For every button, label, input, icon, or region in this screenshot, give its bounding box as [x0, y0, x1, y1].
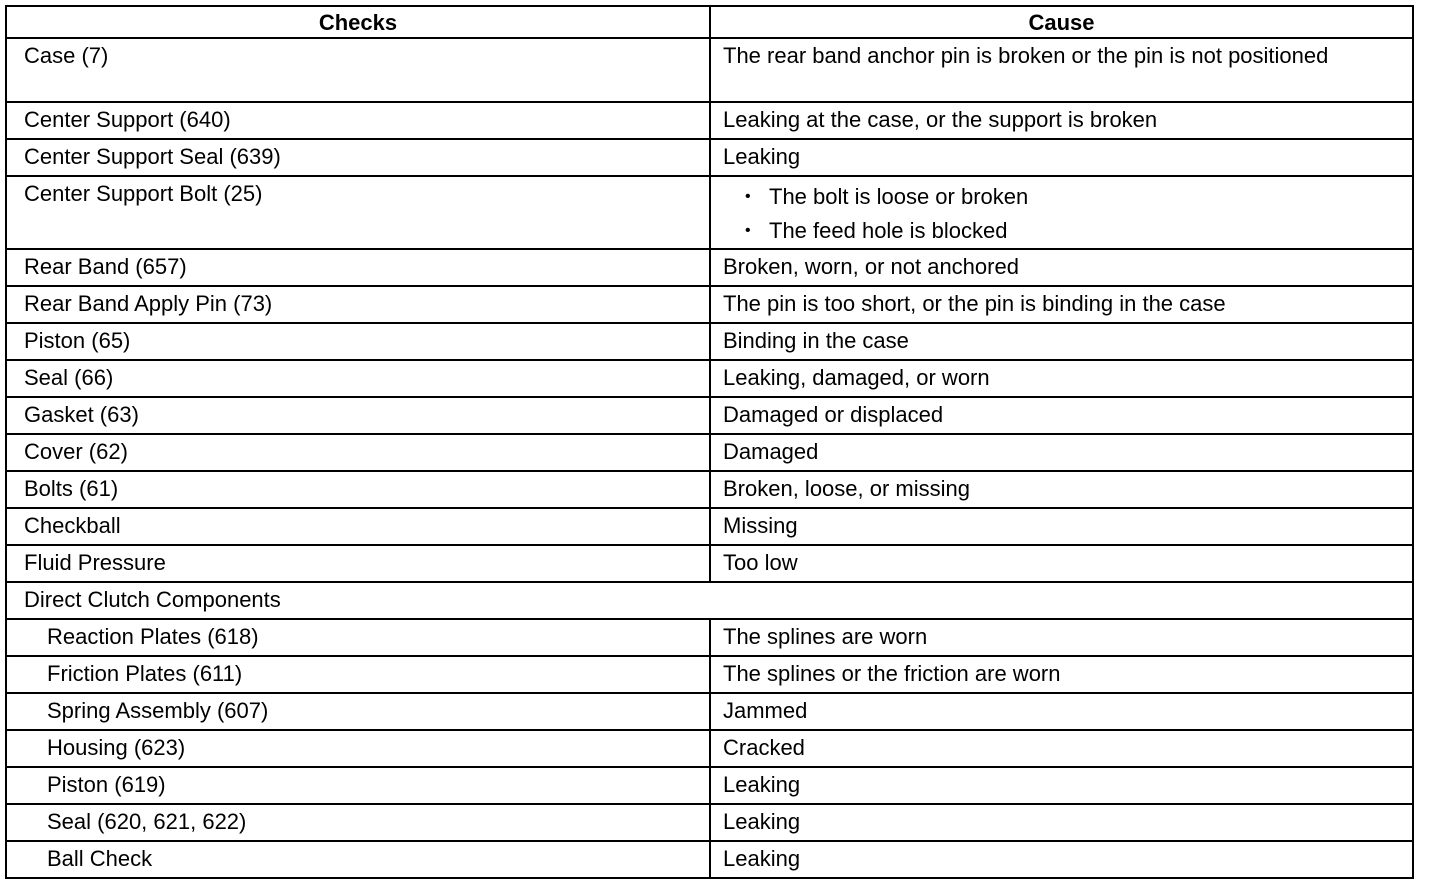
- table-row: [6, 176, 1413, 249]
- cause-cell: The pin is too short, or the pin is binding in the case: [710, 286, 1413, 323]
- table-row: [6, 397, 1413, 434]
- cause-cell: Damaged: [710, 434, 1413, 471]
- group-header-row: [6, 582, 1413, 619]
- cause-cell: Jammed: [710, 693, 1413, 730]
- check-cell: Piston (619): [6, 767, 710, 804]
- check-cell: Rear Band Apply Pin (73): [6, 286, 710, 323]
- table-row: [6, 619, 1413, 656]
- bullet-icon: •: [745, 222, 751, 239]
- table-row: [6, 841, 1413, 878]
- table-row: [6, 102, 1413, 139]
- check-cell: Friction Plates (611): [6, 656, 710, 693]
- table-header-row: [6, 6, 1413, 38]
- table-row: [6, 38, 1413, 102]
- cause-bullet-item: [745, 180, 1412, 214]
- table-row: [6, 730, 1413, 767]
- table-row: [6, 139, 1413, 176]
- cause-cell: Leaking: [710, 841, 1413, 878]
- cause-cell: Broken, loose, or missing: [710, 471, 1413, 508]
- cause-column-header: Cause: [710, 6, 1413, 38]
- cause-cell: Binding in the case: [710, 323, 1413, 360]
- check-cell: Fluid Pressure: [6, 545, 710, 582]
- checks-cause-table: [5, 5, 1414, 879]
- check-cell: Rear Band (657): [6, 249, 710, 286]
- check-cell: Reaction Plates (618): [6, 619, 710, 656]
- cause-cell: Cracked: [710, 730, 1413, 767]
- check-cell: Spring Assembly (607): [6, 693, 710, 730]
- check-cell: Gasket (63): [6, 397, 710, 434]
- check-cell: Cover (62): [6, 434, 710, 471]
- table-row: [6, 434, 1413, 471]
- cause-bullet-text: The feed hole is blocked: [769, 218, 1008, 243]
- table-row: [6, 767, 1413, 804]
- table-row: [6, 656, 1413, 693]
- check-cell: Case (7): [6, 38, 710, 102]
- check-cell: Center Support (640): [6, 102, 710, 139]
- check-cell: Ball Check: [6, 841, 710, 878]
- check-cell: Checkball: [6, 508, 710, 545]
- table-row: [6, 508, 1413, 545]
- cause-bullet-item: [745, 214, 1412, 248]
- cause-cell: Leaking at the case, or the support is broken: [710, 102, 1413, 139]
- cause-cell: Leaking: [710, 804, 1413, 841]
- cause-cell: Leaking: [710, 767, 1413, 804]
- table-row: [6, 693, 1413, 730]
- cause-cell: Too low: [710, 545, 1413, 582]
- bullet-icon: •: [745, 188, 751, 205]
- cause-cell: [710, 176, 1413, 249]
- cause-cell: Leaking, damaged, or worn: [710, 360, 1413, 397]
- check-cell: Center Support Seal (639): [6, 139, 710, 176]
- cause-cell: Damaged or displaced: [710, 397, 1413, 434]
- check-cell: Bolts (61): [6, 471, 710, 508]
- table-row: [6, 360, 1413, 397]
- table-row: [6, 323, 1413, 360]
- cause-cell: Leaking: [710, 139, 1413, 176]
- cause-bullet-list: [723, 180, 1412, 248]
- table-row: [6, 471, 1413, 508]
- table-row: [6, 804, 1413, 841]
- cause-cell: The rear band anchor pin is broken or the pin is not positioned: [710, 38, 1413, 102]
- check-cell: Seal (66): [6, 360, 710, 397]
- table-row: [6, 286, 1413, 323]
- check-cell: Piston (65): [6, 323, 710, 360]
- check-cell: Center Support Bolt (25): [6, 176, 710, 249]
- check-cell: Seal (620, 621, 622): [6, 804, 710, 841]
- checks-column-header: Checks: [6, 6, 710, 38]
- group-title-cell: Direct Clutch Components: [6, 582, 1413, 619]
- check-cell: Housing (623): [6, 730, 710, 767]
- cause-cell: The splines are worn: [710, 619, 1413, 656]
- table-row: [6, 545, 1413, 582]
- cause-cell: Broken, worn, or not anchored: [710, 249, 1413, 286]
- cause-bullet-text: The bolt is loose or broken: [769, 184, 1029, 209]
- cause-cell: The splines or the friction are worn: [710, 656, 1413, 693]
- table-row: [6, 249, 1413, 286]
- cause-cell: Missing: [710, 508, 1413, 545]
